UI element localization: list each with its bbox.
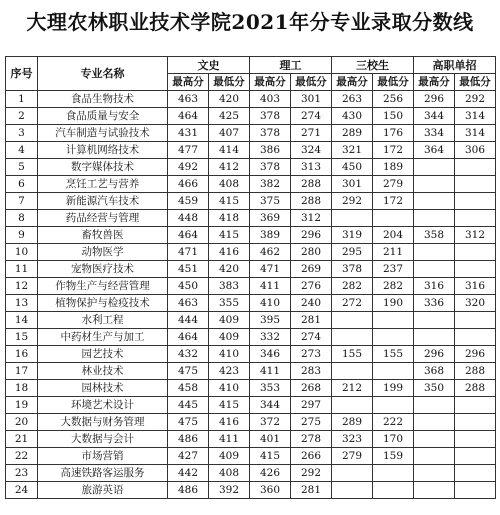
- low-score-cell: 423: [209, 363, 250, 380]
- high-score-cell: [414, 329, 455, 346]
- row-index: 1: [6, 91, 38, 108]
- row-index: 12: [6, 278, 38, 295]
- low-score-cell: 273: [291, 346, 332, 363]
- table-row: [6, 295, 496, 312]
- header-high: 最高分: [168, 74, 209, 91]
- high-score-cell: 282: [332, 278, 373, 295]
- low-score-cell: 296: [455, 346, 496, 363]
- high-score-cell: 471: [250, 261, 291, 278]
- low-score-cell: [373, 482, 414, 499]
- low-score-cell: [455, 312, 496, 329]
- high-score-cell: [414, 312, 455, 329]
- high-score-cell: 415: [250, 448, 291, 465]
- high-score-cell: 451: [168, 261, 209, 278]
- table-row: [6, 346, 496, 363]
- low-score-cell: 312: [291, 210, 332, 227]
- high-score-cell: 477: [168, 142, 209, 159]
- high-score-cell: 431: [168, 125, 209, 142]
- low-score-cell: 316: [455, 278, 496, 295]
- high-score-cell: 471: [168, 244, 209, 261]
- high-score-cell: 344: [414, 108, 455, 125]
- high-score-cell: 295: [332, 244, 373, 261]
- header-high: 最高分: [250, 74, 291, 91]
- low-score-cell: 410: [209, 346, 250, 363]
- high-score-cell: 289: [332, 414, 373, 431]
- major-name: 旅游英语: [38, 482, 168, 499]
- low-score-cell: 414: [209, 142, 250, 159]
- high-score-cell: 369: [250, 210, 291, 227]
- low-score-cell: 410: [209, 380, 250, 397]
- low-score-cell: 281: [291, 312, 332, 329]
- low-score-cell: 314: [455, 125, 496, 142]
- row-index: 6: [6, 176, 38, 193]
- high-score-cell: [414, 397, 455, 414]
- low-score-cell: 288: [291, 193, 332, 210]
- low-score-cell: 269: [291, 261, 332, 278]
- high-score-cell: 462: [250, 244, 291, 261]
- high-score-cell: 410: [250, 295, 291, 312]
- high-score-cell: 411: [250, 363, 291, 380]
- major-name: 水利工程: [38, 312, 168, 329]
- major-name: 大数据与会计: [38, 431, 168, 448]
- high-score-cell: 492: [168, 159, 209, 176]
- low-score-cell: [455, 397, 496, 414]
- low-score-cell: 222: [373, 414, 414, 431]
- high-score-cell: 316: [414, 278, 455, 295]
- high-score-cell: 353: [250, 380, 291, 397]
- low-score-cell: [455, 431, 496, 448]
- high-score-cell: 292: [332, 193, 373, 210]
- high-score-cell: 368: [414, 363, 455, 380]
- low-score-cell: 314: [455, 108, 496, 125]
- high-score-cell: 475: [168, 414, 209, 431]
- high-score-cell: [414, 244, 455, 261]
- low-score-cell: 292: [455, 91, 496, 108]
- high-score-cell: 378: [250, 125, 291, 142]
- low-score-cell: 172: [373, 193, 414, 210]
- high-score-cell: 401: [250, 431, 291, 448]
- high-score-cell: 463: [168, 91, 209, 108]
- low-score-cell: [455, 329, 496, 346]
- major-name: 作物生产与经营管理: [38, 278, 168, 295]
- table-row: [6, 125, 496, 142]
- row-index: 5: [6, 159, 38, 176]
- high-score-cell: [414, 193, 455, 210]
- high-score-cell: [414, 210, 455, 227]
- low-score-cell: 415: [209, 193, 250, 210]
- low-score-cell: [455, 261, 496, 278]
- row-index: 20: [6, 414, 38, 431]
- low-score-cell: 271: [291, 125, 332, 142]
- low-score-cell: 288: [291, 176, 332, 193]
- low-score-cell: 409: [209, 329, 250, 346]
- high-score-cell: 350: [414, 380, 455, 397]
- high-score-cell: 296: [414, 91, 455, 108]
- high-score-cell: 450: [332, 159, 373, 176]
- high-score-cell: 430: [332, 108, 373, 125]
- high-score-cell: 358: [414, 227, 455, 244]
- major-name: 计算机网络技术: [38, 142, 168, 159]
- row-index: 11: [6, 261, 38, 278]
- low-score-cell: [373, 363, 414, 380]
- admission-score-table: [5, 56, 496, 499]
- table-row: [6, 448, 496, 465]
- low-score-cell: [455, 210, 496, 227]
- high-score-cell: 272: [332, 295, 373, 312]
- low-score-cell: 411: [209, 431, 250, 448]
- page-title: 大理农林职业技术学院2021年分专业录取分数线: [26, 10, 474, 34]
- low-score-cell: [373, 397, 414, 414]
- high-score-cell: 378: [250, 108, 291, 125]
- high-score-cell: 442: [168, 465, 209, 482]
- table-row: [6, 142, 496, 159]
- high-score-cell: 463: [168, 295, 209, 312]
- low-score-cell: 276: [291, 278, 332, 295]
- row-index: 14: [6, 312, 38, 329]
- high-score-cell: 279: [332, 448, 373, 465]
- low-score-cell: 268: [291, 380, 332, 397]
- low-score-cell: 355: [209, 295, 250, 312]
- high-score-cell: 212: [332, 380, 373, 397]
- high-score-cell: 466: [168, 176, 209, 193]
- table-body: [6, 91, 496, 499]
- table-row: [6, 397, 496, 414]
- low-score-cell: 170: [373, 431, 414, 448]
- table-row: [6, 278, 496, 295]
- low-score-cell: 312: [455, 227, 496, 244]
- low-score-cell: 280: [291, 244, 332, 261]
- major-name: 林业技术: [38, 363, 168, 380]
- high-score-cell: [332, 397, 373, 414]
- high-score-cell: 445: [168, 397, 209, 414]
- major-name: 烹饪工艺与营养: [38, 176, 168, 193]
- low-score-cell: 412: [209, 159, 250, 176]
- high-score-cell: 486: [168, 482, 209, 499]
- high-score-cell: [332, 312, 373, 329]
- table-row: [6, 193, 496, 210]
- low-score-cell: 296: [291, 227, 332, 244]
- major-name: 食品生物技术: [38, 91, 168, 108]
- low-score-cell: 283: [291, 363, 332, 380]
- low-score-cell: 415: [209, 227, 250, 244]
- high-score-cell: [332, 329, 373, 346]
- table-row: [6, 176, 496, 193]
- table-row: [6, 159, 496, 176]
- row-index: 23: [6, 465, 38, 482]
- high-score-cell: 263: [332, 91, 373, 108]
- low-score-cell: [455, 414, 496, 431]
- high-score-cell: [414, 431, 455, 448]
- low-score-cell: 281: [291, 482, 332, 499]
- header-low: 最低分: [373, 74, 414, 91]
- major-name: 植物保护与检疫技术: [38, 295, 168, 312]
- table-row: [6, 210, 496, 227]
- major-name: 园艺技术: [38, 346, 168, 363]
- low-score-cell: [373, 465, 414, 482]
- high-score-cell: [332, 465, 373, 482]
- high-score-cell: 459: [168, 193, 209, 210]
- low-score-cell: 237: [373, 261, 414, 278]
- row-index: 7: [6, 193, 38, 210]
- high-score-cell: [414, 414, 455, 431]
- header-low: 最低分: [209, 74, 250, 91]
- low-score-cell: [455, 482, 496, 499]
- low-score-cell: 189: [373, 159, 414, 176]
- major-name: 畜牧兽医: [38, 227, 168, 244]
- major-name: 宠物医疗技术: [38, 261, 168, 278]
- high-score-cell: 464: [168, 329, 209, 346]
- high-score-cell: 296: [414, 346, 455, 363]
- high-score-cell: 372: [250, 414, 291, 431]
- high-score-cell: 395: [250, 312, 291, 329]
- high-score-cell: 301: [332, 176, 373, 193]
- high-score-cell: [414, 482, 455, 499]
- low-score-cell: 418: [209, 210, 250, 227]
- low-score-cell: 416: [209, 414, 250, 431]
- high-score-cell: [332, 482, 373, 499]
- low-score-cell: [455, 244, 496, 261]
- table-row: [6, 312, 496, 329]
- high-score-cell: 382: [250, 176, 291, 193]
- high-score-cell: 486: [168, 431, 209, 448]
- row-index: 13: [6, 295, 38, 312]
- table-row: [6, 465, 496, 482]
- high-score-cell: 289: [332, 125, 373, 142]
- low-score-cell: 301: [291, 91, 332, 108]
- low-score-cell: 416: [209, 244, 250, 261]
- row-index: 15: [6, 329, 38, 346]
- low-score-cell: [373, 210, 414, 227]
- low-score-cell: 292: [291, 465, 332, 482]
- high-score-cell: 360: [250, 482, 291, 499]
- low-score-cell: 279: [373, 176, 414, 193]
- low-score-cell: 420: [209, 261, 250, 278]
- low-score-cell: 150: [373, 108, 414, 125]
- high-score-cell: 346: [250, 346, 291, 363]
- low-score-cell: 415: [209, 397, 250, 414]
- low-score-cell: 383: [209, 278, 250, 295]
- low-score-cell: 266: [291, 448, 332, 465]
- low-score-cell: [373, 312, 414, 329]
- low-score-cell: [455, 448, 496, 465]
- major-name: 药品经营与管理: [38, 210, 168, 227]
- low-score-cell: 278: [291, 431, 332, 448]
- low-score-cell: 409: [209, 448, 250, 465]
- header-group-liberal-arts: 文史: [168, 57, 250, 74]
- row-index: 10: [6, 244, 38, 261]
- high-score-cell: 389: [250, 227, 291, 244]
- row-index: 16: [6, 346, 38, 363]
- major-name: 数字媒体技术: [38, 159, 168, 176]
- high-score-cell: [414, 159, 455, 176]
- major-name: 环境艺术设计: [38, 397, 168, 414]
- high-score-cell: [332, 210, 373, 227]
- header-high: 最高分: [414, 74, 455, 91]
- low-score-cell: 392: [209, 482, 250, 499]
- high-score-cell: 386: [250, 142, 291, 159]
- high-score-cell: 155: [332, 346, 373, 363]
- row-index: 4: [6, 142, 38, 159]
- high-score-cell: [332, 363, 373, 380]
- low-score-cell: [455, 176, 496, 193]
- high-score-cell: 426: [250, 465, 291, 482]
- high-score-cell: 336: [414, 295, 455, 312]
- low-score-cell: [455, 465, 496, 482]
- low-score-cell: [455, 193, 496, 210]
- table-row: [6, 108, 496, 125]
- low-score-cell: 172: [373, 142, 414, 159]
- low-score-cell: 274: [291, 108, 332, 125]
- low-score-cell: 297: [291, 397, 332, 414]
- high-score-cell: 321: [332, 142, 373, 159]
- low-score-cell: 324: [291, 142, 332, 159]
- table-row: [6, 244, 496, 261]
- high-score-cell: 378: [250, 159, 291, 176]
- row-index: 19: [6, 397, 38, 414]
- major-name: 新能源汽车技术: [38, 193, 168, 210]
- high-score-cell: [414, 448, 455, 465]
- low-score-cell: 288: [455, 363, 496, 380]
- high-score-cell: 448: [168, 210, 209, 227]
- table-row: [6, 227, 496, 244]
- high-score-cell: 364: [414, 142, 455, 159]
- high-score-cell: 464: [168, 227, 209, 244]
- low-score-cell: 407: [209, 125, 250, 142]
- major-name: 动物医学: [38, 244, 168, 261]
- header-group-vocational: 高职单招: [414, 57, 496, 74]
- high-score-cell: 344: [250, 397, 291, 414]
- table-row: [6, 363, 496, 380]
- table-row: [6, 482, 496, 499]
- low-score-cell: 274: [291, 329, 332, 346]
- low-score-cell: 313: [291, 159, 332, 176]
- high-score-cell: 464: [168, 108, 209, 125]
- major-name: 食品质量与安全: [38, 108, 168, 125]
- low-score-cell: 204: [373, 227, 414, 244]
- high-score-cell: 450: [168, 278, 209, 295]
- row-index: 21: [6, 431, 38, 448]
- high-score-cell: 458: [168, 380, 209, 397]
- low-score-cell: 211: [373, 244, 414, 261]
- high-score-cell: [414, 261, 455, 278]
- low-score-cell: [455, 159, 496, 176]
- high-score-cell: 403: [250, 91, 291, 108]
- major-name: 中药材生产与加工: [38, 329, 168, 346]
- low-score-cell: 320: [455, 295, 496, 312]
- header-index: 序号: [6, 57, 38, 91]
- low-score-cell: 425: [209, 108, 250, 125]
- high-score-cell: 475: [168, 363, 209, 380]
- row-index: 9: [6, 227, 38, 244]
- table-row: [6, 261, 496, 278]
- table-row: [6, 329, 496, 346]
- major-name: 大数据与财务管理: [38, 414, 168, 431]
- major-name: 市场营销: [38, 448, 168, 465]
- low-score-cell: 190: [373, 295, 414, 312]
- row-index: 18: [6, 380, 38, 397]
- high-score-cell: 411: [250, 278, 291, 295]
- high-score-cell: 427: [168, 448, 209, 465]
- high-score-cell: 375: [250, 193, 291, 210]
- row-index: 2: [6, 108, 38, 125]
- table-row: [6, 380, 496, 397]
- high-score-cell: 319: [332, 227, 373, 244]
- major-name: 高速铁路客运服务: [38, 465, 168, 482]
- high-score-cell: 378: [332, 261, 373, 278]
- header-high: 最高分: [332, 74, 373, 91]
- low-score-cell: 408: [209, 176, 250, 193]
- high-score-cell: [414, 176, 455, 193]
- high-score-cell: 444: [168, 312, 209, 329]
- row-index: 17: [6, 363, 38, 380]
- low-score-cell: 288: [455, 380, 496, 397]
- table-row: [6, 91, 496, 108]
- table-row: [6, 431, 496, 448]
- high-score-cell: 334: [414, 125, 455, 142]
- low-score-cell: 275: [291, 414, 332, 431]
- table-row: [6, 414, 496, 431]
- low-score-cell: 159: [373, 448, 414, 465]
- row-index: 22: [6, 448, 38, 465]
- high-score-cell: 332: [250, 329, 291, 346]
- low-score-cell: 155: [373, 346, 414, 363]
- header-major: 专业名称: [38, 57, 168, 91]
- header-group-science: 理工: [250, 57, 332, 74]
- low-score-cell: [373, 329, 414, 346]
- header-low: 最低分: [455, 74, 496, 91]
- major-name: 园林技术: [38, 380, 168, 397]
- low-score-cell: 240: [291, 295, 332, 312]
- low-score-cell: 409: [209, 312, 250, 329]
- major-name: 汽车制造与试验技术: [38, 125, 168, 142]
- header-group-three-schools: 三校生: [332, 57, 414, 74]
- high-score-cell: [414, 465, 455, 482]
- low-score-cell: 408: [209, 465, 250, 482]
- row-index: 24: [6, 482, 38, 499]
- low-score-cell: 306: [455, 142, 496, 159]
- low-score-cell: 176: [373, 125, 414, 142]
- low-score-cell: 420: [209, 91, 250, 108]
- low-score-cell: 256: [373, 91, 414, 108]
- low-score-cell: 282: [373, 278, 414, 295]
- row-index: 3: [6, 125, 38, 142]
- high-score-cell: 323: [332, 431, 373, 448]
- row-index: 8: [6, 210, 38, 227]
- header-low: 最低分: [291, 74, 332, 91]
- high-score-cell: 432: [168, 346, 209, 363]
- low-score-cell: 199: [373, 380, 414, 397]
